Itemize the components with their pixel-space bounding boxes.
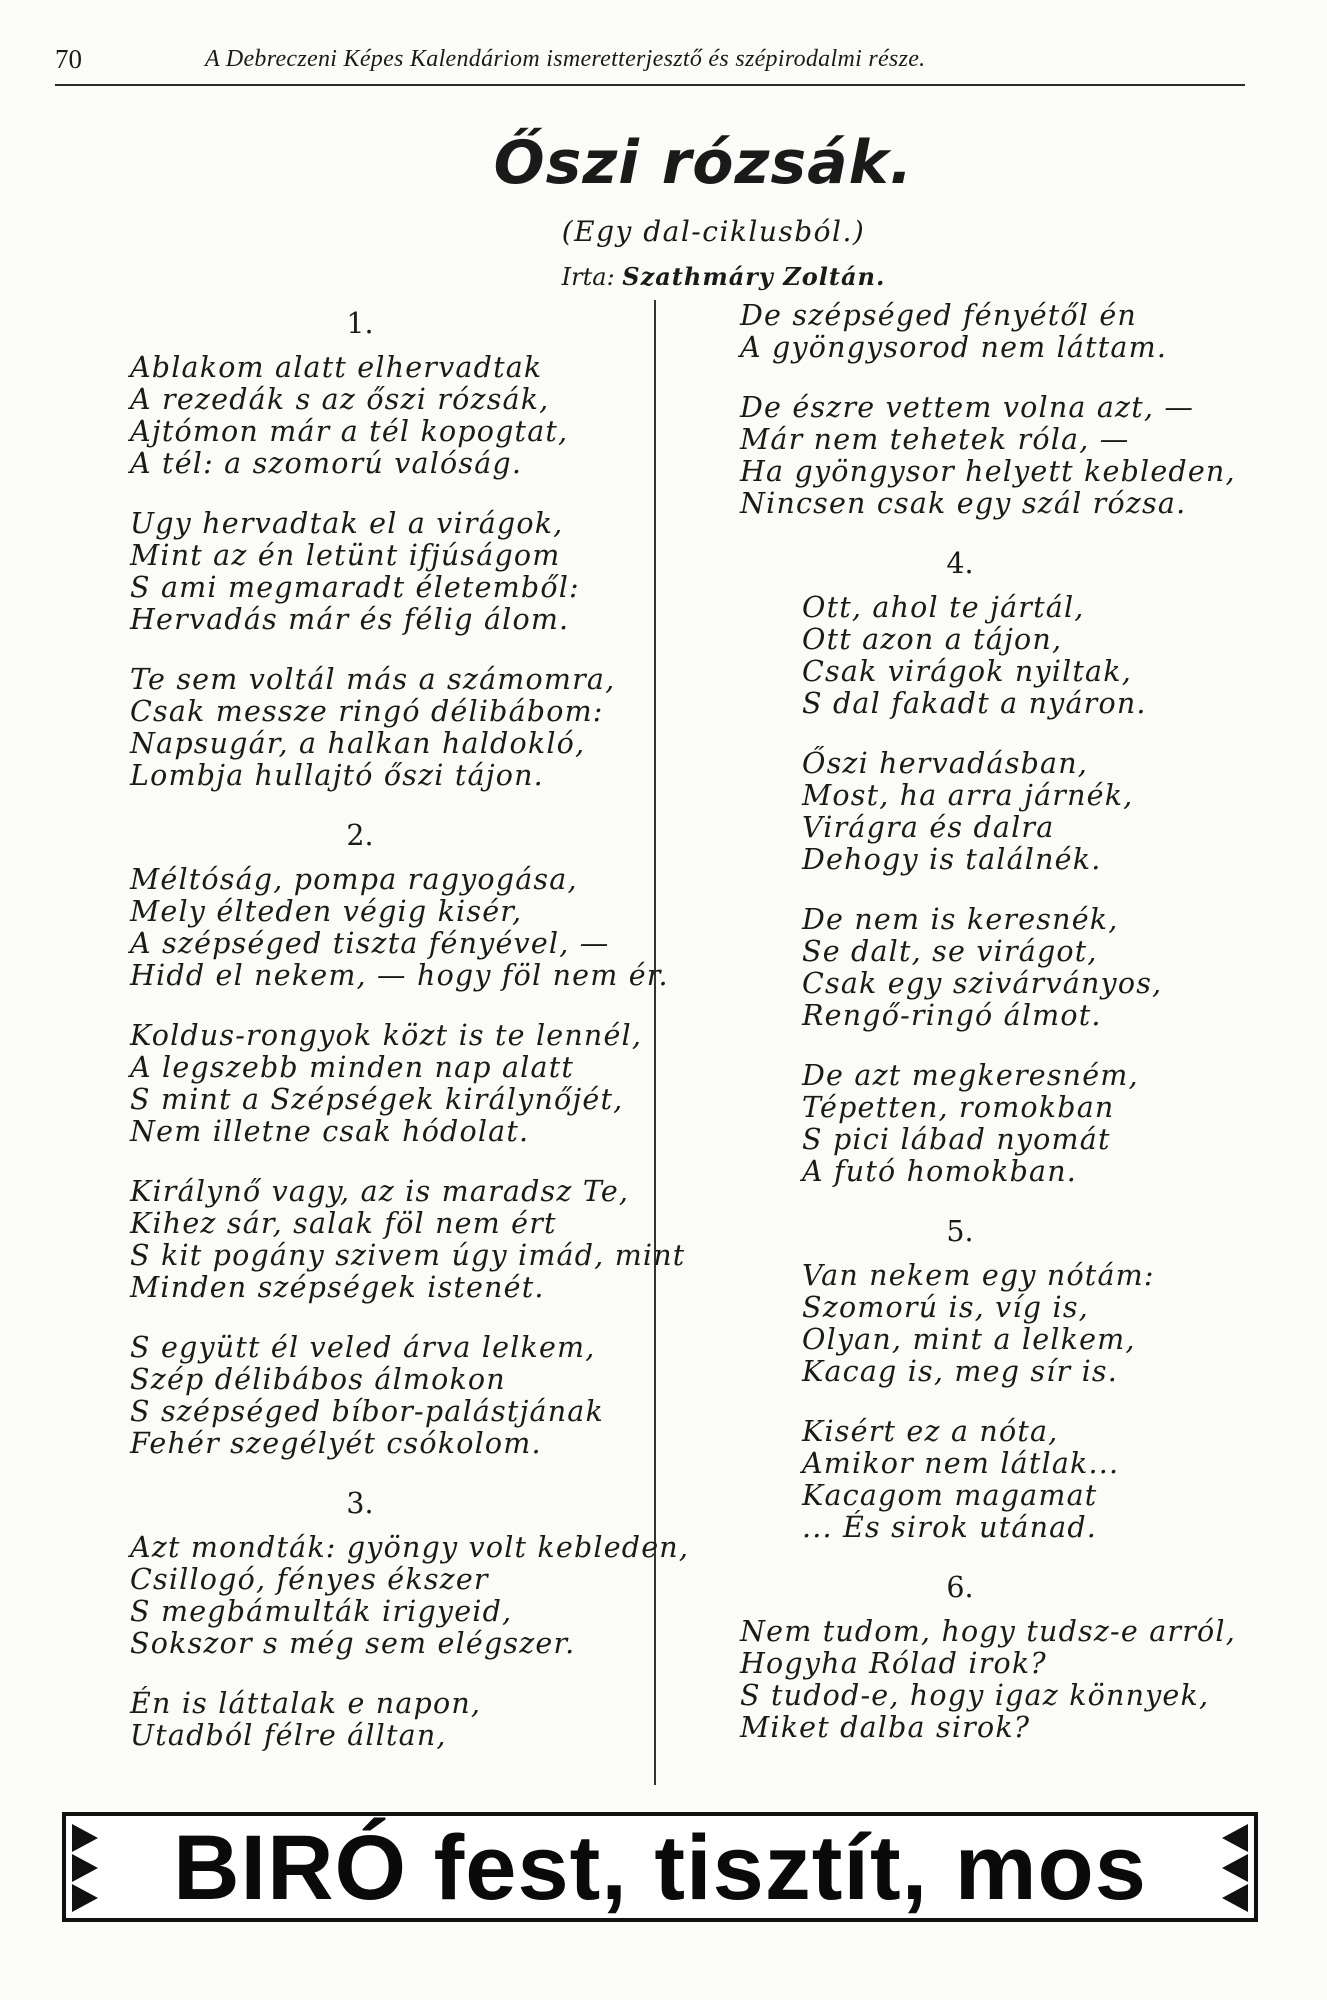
running-head: A Debreczeni Képes Kalendáriom ismeretterjesztő és szépirodalmi része. xyxy=(205,46,926,72)
section-number-2: 2. xyxy=(346,819,374,852)
stanza: De szépséged fényétől én A gyöngysorod nem láttam. xyxy=(740,299,1168,364)
section-number-3: 3. xyxy=(346,1487,374,1520)
stanza: Méltóság, pompa ragyogása, Mely élteden végig kisér, A szépséged tiszta fényével, — Hidd el nekem, — hogy föl nem ér. xyxy=(130,863,669,992)
right-column xyxy=(740,300,1260,1772)
section-number-6: 6. xyxy=(946,1571,974,1604)
stanza: Koldus-rongyok közt is te lennél, A legszebb minden nap alatt S mint a Szépségek királynőjét, Nem illetne csak hódolat. xyxy=(130,1019,643,1148)
poem-subtitle: (Egy dal-ciklusból.) xyxy=(561,215,866,248)
stanza: Te sem voltál más a számomra, Csak messze ringó délibábom: Napsugár, a halkan haldokló, Lombja hullajtó őszi tájon. xyxy=(130,663,616,792)
poem-title-block xyxy=(0,128,1327,198)
stanza: Én is láttalak e napon, Utadból félre álltan, xyxy=(130,1687,482,1752)
stanza: Nem tudom, hogy tudsz-e arról, Hogyha Rólad irok? S tudod-e, hogy igaz könnyek, Miket dalba sirok? xyxy=(740,1615,1236,1744)
stanza: Van nekem egy nótám: Szomorú is, víg is, Olyan, mint a lelkem, Kacag is, meg sír is. xyxy=(802,1259,1155,1388)
stanza: Őszi hervadásban, Most, ha arra járnék, Virágra és dalra Dehogy is találnék. xyxy=(802,747,1134,876)
section-number-4: 4. xyxy=(946,547,974,580)
section-number-1: 1. xyxy=(346,307,374,340)
stanza: Királynő vagy, az is maradsz Te, Kihez sár, salak föl nem ért S kit pogány szivem úgy imád, mint Minden szépségek istenét. xyxy=(130,1175,686,1304)
stanza: Ott, ahol te jártál, Ott azon a tájon, Csak virágok nyiltak, S dal fakadt a nyáron. xyxy=(802,591,1147,720)
poem-byline xyxy=(0,262,1327,291)
advertisement-text: BIRÓ fest, tisztít, mos xyxy=(173,1817,1147,1919)
stanza: De észre vettem volna azt, — Már nem tehetek róla, — Ha gyöngysor helyett kebleden, Nincsen csak egy szál rózsa. xyxy=(740,391,1236,520)
page-number: 70 xyxy=(55,44,82,74)
stanza: Ablakom alatt elhervadtak A rezedák s az őszi rózsák, Ajtómon már a tél kopogtat, A tél: a szomorú valóság. xyxy=(130,351,569,480)
stanza: Ugy hervadtak el a virágok, Mint az én letünt ifjúságom S ami megmaradt életemből: Hervadás már és félig álom. xyxy=(130,507,580,636)
stanza: De azt megkeresném, Tépetten, romokban S pici lábad nyomát A futó homokban. xyxy=(802,1059,1139,1188)
poem-author: Szathmáry Zoltán. xyxy=(622,262,886,291)
left-column xyxy=(130,300,690,1780)
stanza: Kisért ez a nóta, Amikor nem látlak... Kacagom magamat ... És sirok utánad. xyxy=(802,1415,1120,1544)
byline-prefix: Irta: xyxy=(561,263,615,291)
stanza: De nem is keresnék, Se dalt, se virágot, Csak egy szivárványos, Rengő-ringó álmot. xyxy=(802,903,1163,1032)
page-header xyxy=(55,40,1245,86)
stanza: Azt mondták: gyöngy volt kebleden, Csillogó, fényes ékszer S megbámulták irigyeid, Sokszor s még sem elégszer. xyxy=(130,1531,690,1660)
section-number-5: 5. xyxy=(946,1215,974,1248)
poem-title: Őszi rózsák. xyxy=(493,128,914,198)
right-arrow-ornament-icon xyxy=(1218,1820,1248,1916)
stanza: S együtt él veled árva lelkem, Szép délibábos álmokon S szépséged bíbor-palástjának Fehér szegélyét csókolom. xyxy=(130,1331,604,1460)
advertisement-banner xyxy=(62,1812,1258,1922)
